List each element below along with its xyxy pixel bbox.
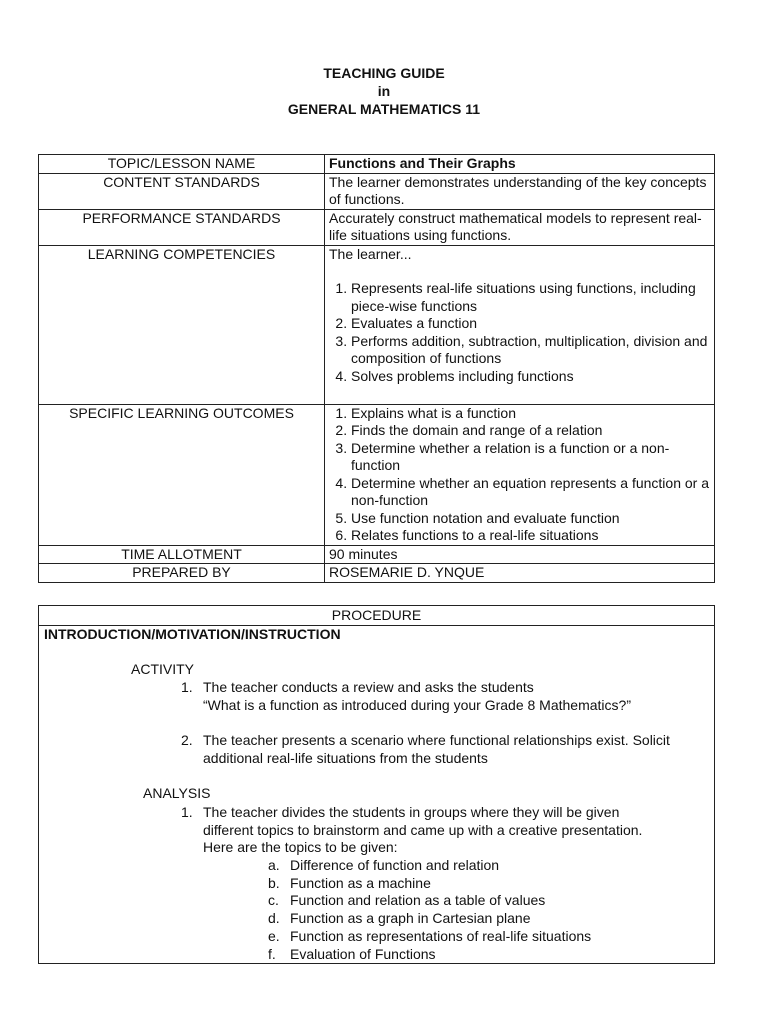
list-item: 6. Relates functions to a real-life situations — [351, 527, 710, 545]
topic-text: Function as a graph in Cartesian plane — [290, 910, 531, 926]
topic-letter: f. — [268, 946, 276, 962]
procedure-title: PROCEDURE — [39, 606, 714, 626]
topic-text: Function as representations of real-life situations — [290, 928, 592, 944]
performance-standards-value: Accurately construct mathematical models to represent real-life situations using functions. — [325, 209, 715, 245]
table-row — [39, 564, 715, 583]
list-item: 2. Evaluates a function — [351, 315, 710, 333]
row-label: TIME ALLOTMENT — [39, 545, 325, 564]
lesson-info-table — [38, 154, 715, 583]
document-title-connector: in — [377, 83, 391, 99]
list-item: 5. Use function notation and evaluate function — [351, 510, 710, 528]
table-row — [39, 545, 715, 564]
list-item: 4. Determine whether an equation represents a function or a non-function — [351, 475, 710, 510]
activity-item-text: The teacher conducts a review and asks the students — [203, 679, 534, 695]
row-label: SPECIFIC LEARNING OUTCOMES — [39, 404, 325, 545]
topic-letter: d. — [268, 910, 280, 926]
list-item: 3. Performs addition, subtraction, multiplication, division and composition of functions — [351, 333, 710, 368]
document-title: TEACHING GUIDE — [323, 65, 445, 81]
row-label: PERFORMANCE STANDARDS — [39, 209, 325, 245]
row-label: CONTENT STANDARDS — [39, 173, 325, 209]
outcomes-list — [329, 405, 710, 545]
activity-heading: ACTIVITY — [131, 661, 195, 677]
competencies-intro: The learner... — [329, 245, 412, 262]
document-subject: GENERAL MATHEMATICS 11 — [287, 101, 481, 117]
table-row — [39, 245, 715, 404]
competencies-list — [329, 280, 710, 385]
topic-letter: c. — [268, 892, 279, 908]
list-item: 2. Finds the domain and range of a relation — [351, 422, 710, 440]
row-label: TOPIC/LESSON NAME — [39, 155, 325, 174]
topic-text: Function as a machine — [290, 875, 431, 891]
table-row — [39, 209, 715, 245]
table-row — [39, 404, 715, 545]
list-number: 2. — [181, 732, 193, 748]
row-label: PREPARED BY — [39, 564, 325, 583]
table-row — [39, 173, 715, 209]
topic-text: Function and relation as a table of values — [290, 892, 546, 908]
topic-text: Difference of function and relation — [290, 857, 500, 873]
prepared-by-value: ROSEMARIE D. YNQUE — [325, 564, 715, 583]
learning-outcomes-cell — [325, 404, 715, 545]
activity-item-text: The teacher presents a scenario where functional relationships exist. Solicit — [203, 732, 670, 748]
topic-letter: b. — [268, 875, 280, 891]
topic-text: Evaluation of Functions — [290, 946, 436, 962]
procedure-box — [38, 605, 715, 964]
activity-item-text: additional real-life situations from the students — [203, 750, 488, 766]
list-number: 1. — [181, 679, 193, 695]
analysis-item-text: The teacher divides the students in groups where they will be given — [203, 804, 620, 820]
list-item: 1. Explains what is a function — [351, 405, 710, 423]
time-allotment-value: 90 minutes — [325, 545, 715, 564]
learning-competencies-cell — [325, 245, 715, 404]
table-row — [39, 155, 715, 174]
section-heading: INTRODUCTION/MOTIVATION/INSTRUCTION — [44, 626, 341, 642]
activity-item-quote: “What is a function as introduced during your Grade 8 Mathematics?” — [203, 697, 631, 713]
topic-letter: a. — [268, 857, 280, 873]
list-item: 1. Represents real-life situations using functions, including piece-wise functions — [351, 280, 710, 315]
analysis-item-text: different topics to brainstorm and came up with a creative presentation. — [203, 822, 643, 838]
analysis-item-text: Here are the topics to be given: — [203, 839, 398, 855]
analysis-heading: ANALYSIS — [143, 785, 211, 801]
row-label: LEARNING COMPETENCIES — [39, 245, 325, 404]
topic-value: Functions and Their Graphs — [325, 155, 715, 174]
topic-letter: e. — [268, 928, 280, 944]
content-standards-value: The learner demonstrates understanding of the key concepts of functions. — [325, 173, 715, 209]
list-item: 4. Solves problems including functions — [351, 368, 710, 386]
list-item: 3. Determine whether a relation is a function or a non-function — [351, 440, 710, 475]
list-number: 1. — [181, 804, 193, 820]
